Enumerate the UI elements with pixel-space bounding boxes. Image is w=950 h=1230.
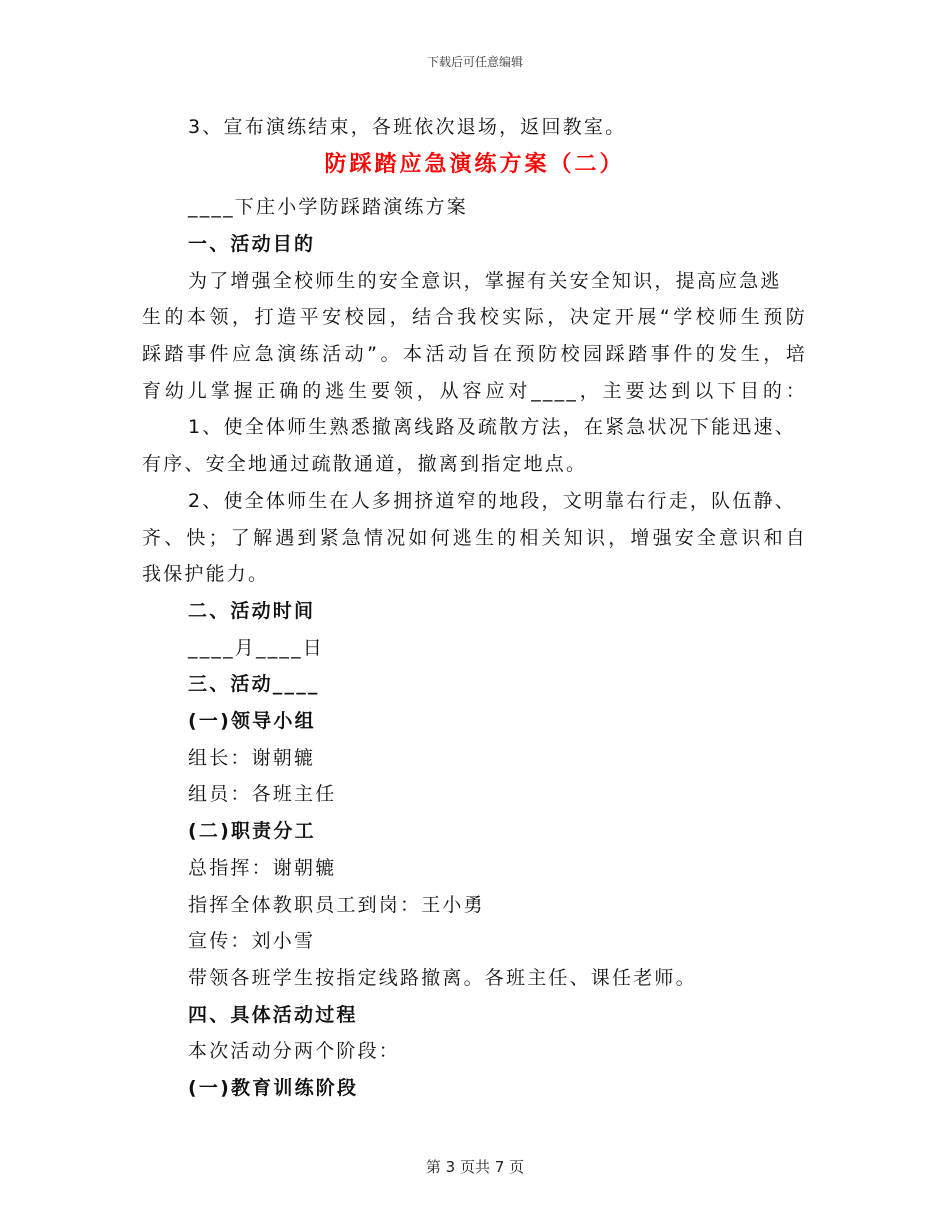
members-line: 组员：各班主任 xyxy=(188,783,337,805)
subheading-duties: (二)职责分工 xyxy=(188,820,316,842)
staff-commander-line: 指挥全体教职员工到岗：王小勇 xyxy=(188,894,485,916)
section-heading-purpose: 一、活动目的 xyxy=(188,233,316,255)
prev-item-text: 3、宣布演练结束，各班依次退场，返回教室。 xyxy=(188,116,627,138)
leader-line: 组长：谢朝辘 xyxy=(188,747,316,769)
goal-item-line: 2、使全体师生在人多拥挤道窄的地段，文明靠右行走，队伍静、 xyxy=(188,490,796,512)
paragraph-purpose-line: 踩踏事件应急演练活动”。本活动旨在预防校园踩踏事件的发生，培 xyxy=(142,343,807,365)
paragraph-purpose-line: 生的本领，打造平安校园，结合我校实际，决定开展“学校师生预防 xyxy=(142,306,807,328)
document-subtitle: ____下庄小学防踩踏演练方案 xyxy=(188,196,469,218)
page-indicator: 第 3 页共 7 页 xyxy=(425,1158,525,1176)
goal-item-line: 有序、安全地通过疏散通道，撤离到指定地点。 xyxy=(142,453,588,475)
page-header-note: 下载后可任意编辑 xyxy=(426,55,523,69)
section-heading-process: 四、具体活动过程 xyxy=(188,1004,358,1026)
paragraph-purpose-line: 育幼儿掌握正确的逃生要领，从容应对____，主要达到以下目的： xyxy=(142,380,807,402)
section-heading-organization: 三、活动____ xyxy=(188,673,320,695)
date-line: ____月____日 xyxy=(188,637,325,659)
section-heading-time: 二、活动时间 xyxy=(188,600,316,622)
commander-line: 总指挥：谢朝辘 xyxy=(188,857,337,879)
publicity-line: 宣传：刘小雪 xyxy=(188,930,316,952)
stages-intro-line: 本次活动分两个阶段： xyxy=(188,1040,401,1062)
paragraph-purpose-line: 为了增强全校师生的安全意识，掌握有关安全知识，提高应急逃 xyxy=(188,270,782,292)
goal-item-line: 1、使全体师生熟悉撤离线路及疏散方法，在紧急状况下能迅速、 xyxy=(188,416,796,438)
goal-item-line: 我保护能力。 xyxy=(142,563,270,585)
subheading-education-stage: (一)教育训练阶段 xyxy=(188,1077,359,1099)
document-title: 防踩踏应急演练方案（二） xyxy=(324,152,625,177)
evacuation-line: 带领各班学生按指定线路撤离。各班主任、课任老师。 xyxy=(188,967,697,989)
subheading-leadership: (一)领导小组 xyxy=(188,710,316,732)
goal-item-line: 齐、快；了解遇到紧急情况如何逃生的相关知识，增强安全意识和自 xyxy=(142,527,807,549)
